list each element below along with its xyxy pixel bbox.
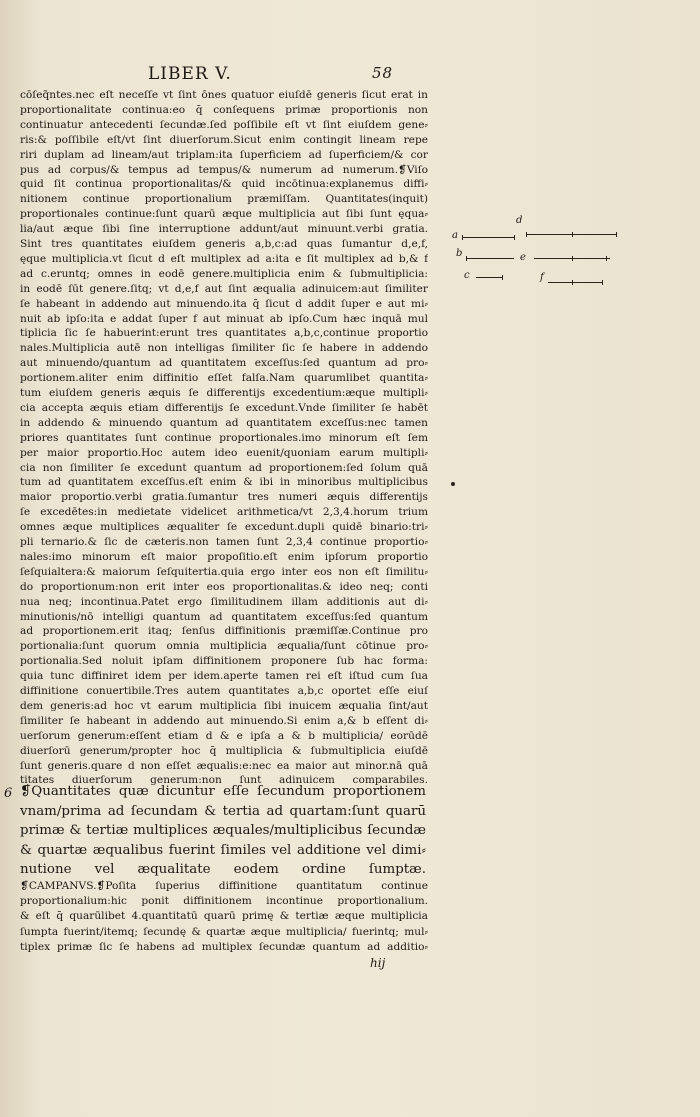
proposition-line: & quartæ æqualibus fuerint ſimiles vel additione vel dimi⸗ — [20, 842, 426, 858]
ink-dot — [451, 482, 455, 486]
text-line: riri duplam ad lineam/aut triplam:ita ſuperficiem ad ſuperficiem/& cor — [20, 148, 428, 161]
text-line: titates diuerſorum generum:non ſunt adinuicem comparabiles. — [20, 774, 428, 787]
proposition-line: primæ & tertiæ multiplices æquales/multiplicibus ſecundæ — [20, 823, 426, 839]
text-line: cōſeq̃ntes.nec eſt neceſſe vt ſint ōnes quatuor eiuſdē generis ſicut erat in — [20, 89, 428, 101]
segment-a-tick — [462, 235, 463, 240]
diagram-label-b: b — [456, 248, 463, 259]
text-line: tiplicia ſic ſe habuerint:erunt tres quantitates a,b,c,continue proportio — [20, 327, 428, 340]
diagram-label-d: d — [516, 215, 523, 226]
text-line: portionem.aliter enim diffinitio eſſet falſa.Nam quarumlibet quantita⸗ — [20, 372, 428, 385]
text-line: nua neq; incontinua.Patet ergo ſimilitudinem illam additionis aut di⸗ — [20, 595, 428, 608]
text-line: omnes æque multiplices æqualiter ſe excedunt.dupli quidē binario:tri⸗ — [20, 521, 428, 534]
text-line: ęque multiplicia.vt ſicut d eſt multiplex ad a:ita e ſit multiplex ad b,& f — [20, 252, 428, 265]
segment-c — [476, 277, 502, 278]
commentary-line: ſumpta fuerint/itemq; ſecundę & quartæ æque multiplicia/ fuerintq; mul⸗ — [20, 925, 428, 938]
segment-a — [462, 237, 514, 238]
text-line: ſimiliter ſe habeant in addendo aut minuendo.Si enim a,& b eſſent di⸗ — [20, 714, 428, 727]
text-line: tum eiuſdem generis æquis ſe differentijs excedentium:æque multipli⸗ — [20, 387, 428, 399]
text-line: nales:imo minorum eſt maior propoſitio.eſt enim ipſorum proportio — [20, 550, 428, 563]
text-line: per maior proportio.Hoc autem ideo euenit/quoniam earum multipli⸗ — [20, 446, 428, 459]
text-line: portionalia.Sed noluit ipſam diffinitionem proponere ſub hac forma: — [20, 655, 428, 668]
commentary-line: & eſt q̄ quarūlibet 4.quantitatū quarū primę & tertiæ æque multiplicia — [20, 910, 428, 923]
diagram-label-c: c — [464, 270, 470, 281]
text-line: tum ad quantitatem exceſſus.eſt enim & ibi in minoribus multiplicibus — [20, 476, 428, 489]
segment-a-tick — [514, 235, 515, 240]
diagram-label-a: a — [452, 230, 458, 241]
text-line: ris:& poſſibile eſt/vt ſint diuerſorum.Sicut enim contingit lineam repe — [20, 133, 428, 146]
text-line: minutionis/nō intelligi quantum ad quantitatem exceſſus:ſed quantum — [20, 610, 428, 623]
text-line: nales.Multiplicia autē non intelligas ſimiliter ſic ſe habere in addendo — [20, 342, 428, 355]
text-line: quid ſit continua proportionalitas/& quid incōtinua:explanemus diffi⸗ — [20, 178, 428, 191]
text-line: cia non ſimiliter ſe excedunt quantum ad proportionem:ſed ſolum quā — [20, 461, 428, 474]
text-line: ad c.eruntq; omnes in eodē genere.multiplicia enim & ſubmultiplicia: — [20, 267, 428, 280]
text-line: pus ad corpus/& tempus ad tempus/& numerum ad numerum.❡Viſo — [20, 163, 428, 176]
text-line: Sint tres quantitates eiuſdem generis a,b,c:ad quas ſumantur d,e,f, — [20, 238, 428, 250]
text-line: diffinitione conuertibile.Tres autem quantitates a,b,c oportet eſſe eiuſ — [20, 685, 428, 697]
text-line: ſeſquialtera:& maiorum ſeſquitertia.quia ergo inter eos non eſt ſimilitu⸗ — [20, 565, 428, 578]
diagram-label-e: e — [520, 252, 526, 263]
segment-b — [466, 258, 514, 259]
segment-f-tick — [602, 280, 603, 285]
text-line: proportionalitate continua:eo q̄ conſequens primæ proportionis non — [20, 103, 428, 116]
text-line: continuatur antecedenti ſecundæ.ſed poſſibile eſt vt ſint eiuſdem gene⸗ — [20, 118, 428, 131]
segment-c-tick — [502, 275, 503, 280]
segment-d-tick — [616, 232, 617, 237]
segment-f — [548, 282, 602, 283]
segment-e-tick — [606, 256, 607, 261]
text-line: ſe excedētes:in medietate videlicet arithmetica/vt 2,3,4.horum trium — [20, 506, 428, 519]
text-line: do proportionum:non erit inter eos proportionalitas.& ideo neq; conti — [20, 580, 428, 593]
commentary-line: proportionalium:hic ponit diffinitionem incontinue proportionalium. — [20, 895, 428, 908]
text-line: ſe habeant in addendo aut minuendo.ita q̄ ſicut d addit ſuper e aut mi⸗ — [20, 297, 428, 310]
proposition-line: ❡Quantitates quæ dicuntur eſſe ſecundum proportionem — [20, 784, 426, 799]
text-line: dem generis:ad hoc vt earum multiplicia ſibi inuicem æqualia ſint/aut — [20, 699, 428, 712]
text-line: uerſorum generum:eſſent etiam d & e ipſa a & b multiplicia/ eorūdē — [20, 729, 428, 742]
geometric-diagram — [448, 212, 618, 302]
proposition-line: vnam/prima ad ſecundam & tertia ad quartam:ſunt quarū — [20, 803, 426, 819]
text-line: proportionales continue:ſunt quarū æque multiplicia aut ſibi ſunt ęqua⸗ — [20, 208, 428, 221]
text-line: in addendo & minuendo quantum ad quantitatem exceſſus:nec tamen — [20, 416, 428, 429]
text-line: lia/aut æque ſibi ſine interruptione addunt/aut minuunt.verbi gratia. — [20, 223, 428, 236]
text-line: portionalia:ſunt quorum omnia multiplicia æqualia/ſunt cōtinue pro⸗ — [20, 640, 428, 653]
diagram-label-f: f — [540, 272, 544, 283]
folio-number: 58 — [372, 64, 394, 82]
running-title: LIBER V. — [148, 64, 232, 84]
text-line: nuit ab ipſo:ita e addat ſuper f aut minuat ab ipſo.Cum hæc inquā mul — [20, 312, 428, 325]
segment-d-tick — [526, 232, 527, 237]
segment-e-tick — [572, 256, 573, 261]
text-line: pli ternario.& ſic de cæteris.non tamen ſunt 2,3,4 continue proportio⸗ — [20, 536, 428, 548]
text-line: quia tunc diffiniret idem per idem.aperte tamen rei eſt iſtud cum ſua — [20, 670, 428, 683]
text-line: in eodē ſūt genere.ſitq; vt d,e,f aut ſint æqualia adinuicem:aut ſimiliter — [20, 282, 428, 295]
text-line: cia accepta æquis etiam differentijs ſe excedunt.Vnde ſimiliter ſe habēt — [20, 401, 428, 414]
segment-d — [526, 234, 616, 235]
segment-f-tick — [572, 280, 573, 285]
text-line: maior proportio.verbi gratia.ſumantur tres numeri æquis differentijs — [20, 491, 428, 504]
segment-b-tick — [466, 256, 467, 261]
text-line: ad proportionem.erit itaq; ſenſus diffinitionis præmiſſæ.Continue pro — [20, 625, 428, 638]
text-line: aut minuendo/quantum ad quantitatem exceſſus:ſed quantum ad pro⸗ — [20, 357, 428, 370]
text-line: nitionem continue proportionalium præmiſſam. Quantitates(inquit) — [20, 193, 428, 206]
segment-d-tick — [572, 232, 573, 237]
text-line: priores quantitates ſunt continue proportionales.imo minorum eſt ſem — [20, 431, 428, 444]
commentary-line: ❡CAMPANVS.❡Poſita ſuperius diffinitione quantitatum continue — [20, 880, 428, 892]
text-line: ſunt generis.quare d non eſſet æqualis:e:nec ea maior aut minor.nā quā — [20, 759, 428, 772]
text-line: diuerſorū generum/propter hoc q̄ multiplicia & ſubmultiplicia eiuſdē — [20, 744, 428, 757]
commentary-line: tiplex primæ ſic ſe habens ad multiplex ſecundæ quantum ad additio⸗ — [20, 940, 428, 953]
proposition-line: nutione vel æqualitate eodem ordine ſumptæ. — [20, 862, 426, 878]
signature-mark: hij — [370, 956, 386, 970]
margin-proposition-number: 6 — [4, 786, 13, 801]
